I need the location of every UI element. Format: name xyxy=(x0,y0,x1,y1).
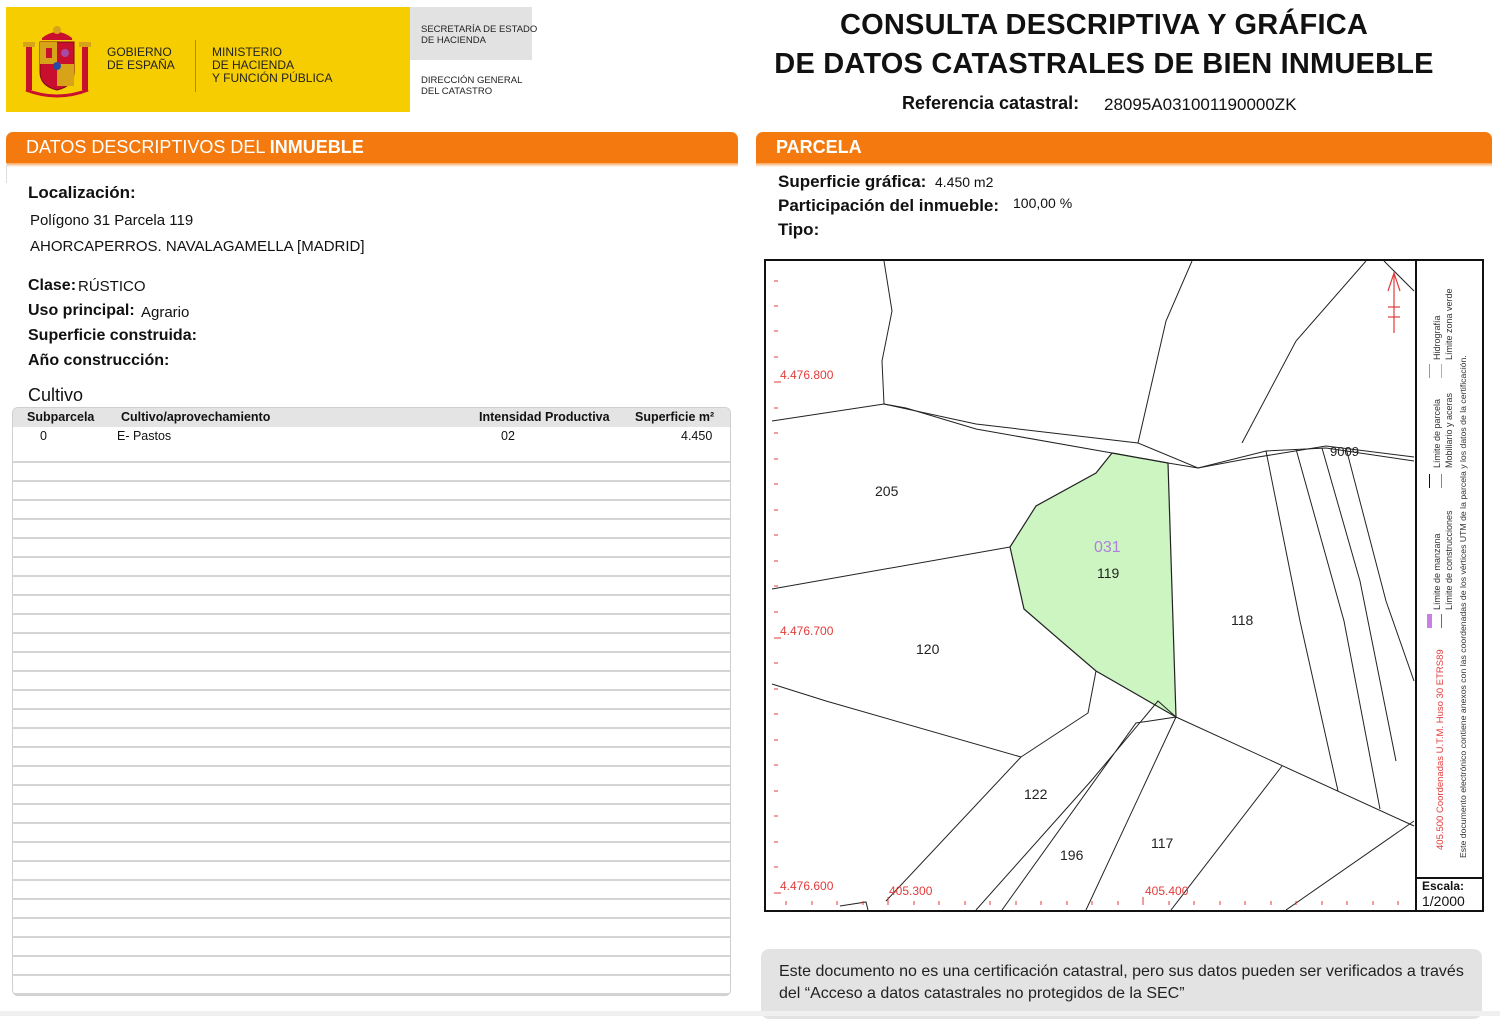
escala-label: Escala: xyxy=(1422,879,1465,893)
legend-mobiliario-swatch xyxy=(1441,474,1442,488)
col-cultivo: Cultivo/aprovechamiento xyxy=(121,410,271,424)
y-coord-4476600: 4.476.600 xyxy=(780,879,834,893)
section-header-datos xyxy=(6,132,738,163)
tipo-label: Tipo: xyxy=(778,220,820,239)
cell-subparcela: 0 xyxy=(40,429,47,443)
ministerio-text: MINISTERIO DE HACIENDA Y FUNCIÓN PÚBLICA xyxy=(212,45,333,85)
uso-value: Agrario xyxy=(141,304,190,321)
legend-zona-verde: Límite zona verde xyxy=(1444,288,1454,360)
legend-parcela-swatch xyxy=(1429,474,1430,488)
north-arrow-icon xyxy=(1388,273,1400,333)
coord-note: 405.500 Coordenadas U.T.M. Huso 30 ETRS89 xyxy=(1435,649,1446,850)
anio-construccion-label: Año construcción: xyxy=(28,352,170,369)
section-title-b: INMUEBLE xyxy=(269,137,364,157)
gobierno-text: GOBIERNO DE ESPAÑA xyxy=(107,45,175,72)
section-title-parcela: PARCELA xyxy=(776,137,862,157)
x-coord-405300: 405.300 xyxy=(889,884,933,898)
logo-divider xyxy=(195,40,196,92)
legend-manzana: Límite de manzana xyxy=(1432,533,1442,610)
cell-intensidad: 02 xyxy=(501,429,515,443)
section-title-a: DATOS DESCRIPTIVOS DEL xyxy=(26,137,270,157)
localizacion-label: Localización: xyxy=(28,183,136,202)
section-edge xyxy=(6,163,7,183)
localizacion-line1: Polígono 31 Parcela 119 xyxy=(30,212,194,229)
parcel-119-shape xyxy=(1010,453,1176,717)
ref-value: 28095A031001190000ZK xyxy=(1104,95,1297,114)
superficie-grafica-value: 4.450 m2 xyxy=(935,174,994,190)
uso-label: Uso principal: xyxy=(28,302,135,319)
parcel-label-118: 118 xyxy=(1231,612,1254,628)
parcel-label-120: 120 xyxy=(916,641,940,657)
parcel-label-196: 196 xyxy=(1060,847,1084,863)
table-header xyxy=(13,408,730,427)
y-coord-4476700: 4.476.700 xyxy=(780,624,834,638)
superficie-grafica-label: Superficie gráfica: xyxy=(778,172,927,191)
x-coord-405400: 405.400 xyxy=(1145,884,1189,898)
parcel-label-117: 117 xyxy=(1151,835,1174,851)
escala-value: 1/2000 xyxy=(1422,893,1465,909)
direccion-text: DIRECCIÓN GENERAL DEL CATASTRO xyxy=(421,75,523,97)
parcel-label-205: 205 xyxy=(875,483,899,499)
page-bottom-edge xyxy=(0,1011,1500,1016)
ref-label: Referencia catastral: xyxy=(902,93,1080,113)
col-subparcela: Subparcela xyxy=(27,410,95,424)
localizacion-line2: AHORCAPERROS. NAVALAGAMELLA [MADRID] xyxy=(30,238,365,255)
participacion-value: 100,00 % xyxy=(1013,195,1073,211)
legend-parcela: Límite de parcela xyxy=(1432,398,1442,468)
legend-manzana-swatch xyxy=(1427,614,1432,628)
cell-cultivo: E- Pastos xyxy=(117,429,172,443)
y-coord-4476800: 4.476.800 xyxy=(780,368,834,382)
legend-mobiliario: Mobiliario y aceras xyxy=(1444,392,1454,468)
cultivo-title: Cultivo xyxy=(28,385,84,405)
cultivo-table xyxy=(12,407,731,996)
poligono-label: 031 xyxy=(1094,539,1121,556)
legend-construcciones-swatch xyxy=(1441,614,1442,628)
cell-superficie: 4.450 xyxy=(681,429,713,443)
col-intensidad: Intensidad Productiva xyxy=(479,410,610,424)
page-title-line2: DE DATOS CATASTRALES DE BIEN INMUEBLE xyxy=(774,48,1434,80)
legal-note: Este documento electrónico contiene anexos con las coordenadas de los vértices UTM de la parcela y los datos de la certificación. xyxy=(1458,355,1468,858)
section-header-parcela xyxy=(756,132,1492,163)
parcel-drawing xyxy=(766,261,1415,910)
legend-zona-verde-swatch xyxy=(1441,364,1442,378)
legend-hidrografia: Hidrografía xyxy=(1432,315,1442,360)
legend-hidrografia-swatch xyxy=(1429,364,1430,378)
clase-label: Clase: xyxy=(28,277,77,294)
parcel-label-119: 119 xyxy=(1097,565,1120,581)
participacion-label: Participación del inmueble: xyxy=(778,196,1000,215)
parcel-label-122: 122 xyxy=(1024,786,1048,802)
parcel-label-9009: 9009 xyxy=(1330,444,1359,459)
coat-of-arms-icon xyxy=(20,20,95,98)
secretaria-text: SECRETARÍA DE ESTADO DE HACIENDA xyxy=(421,24,538,46)
legend-construcciones: Límite de construcciones xyxy=(1444,510,1454,610)
superficie-construida-label: Superficie construida: xyxy=(28,327,197,344)
table-row xyxy=(13,427,730,444)
verification-note: Este documento no es una certificación catastral, pero sus datos pueden ser verificados a través del “Acceso a datos catastrales no protegidos de la SEC” xyxy=(761,949,1482,1019)
page-title-line1: CONSULTA DESCRIPTIVA Y GRÁFICA xyxy=(839,9,1369,41)
clase-value: RÚSTICO xyxy=(78,278,146,295)
col-superficie: Superficie m² xyxy=(635,410,715,424)
